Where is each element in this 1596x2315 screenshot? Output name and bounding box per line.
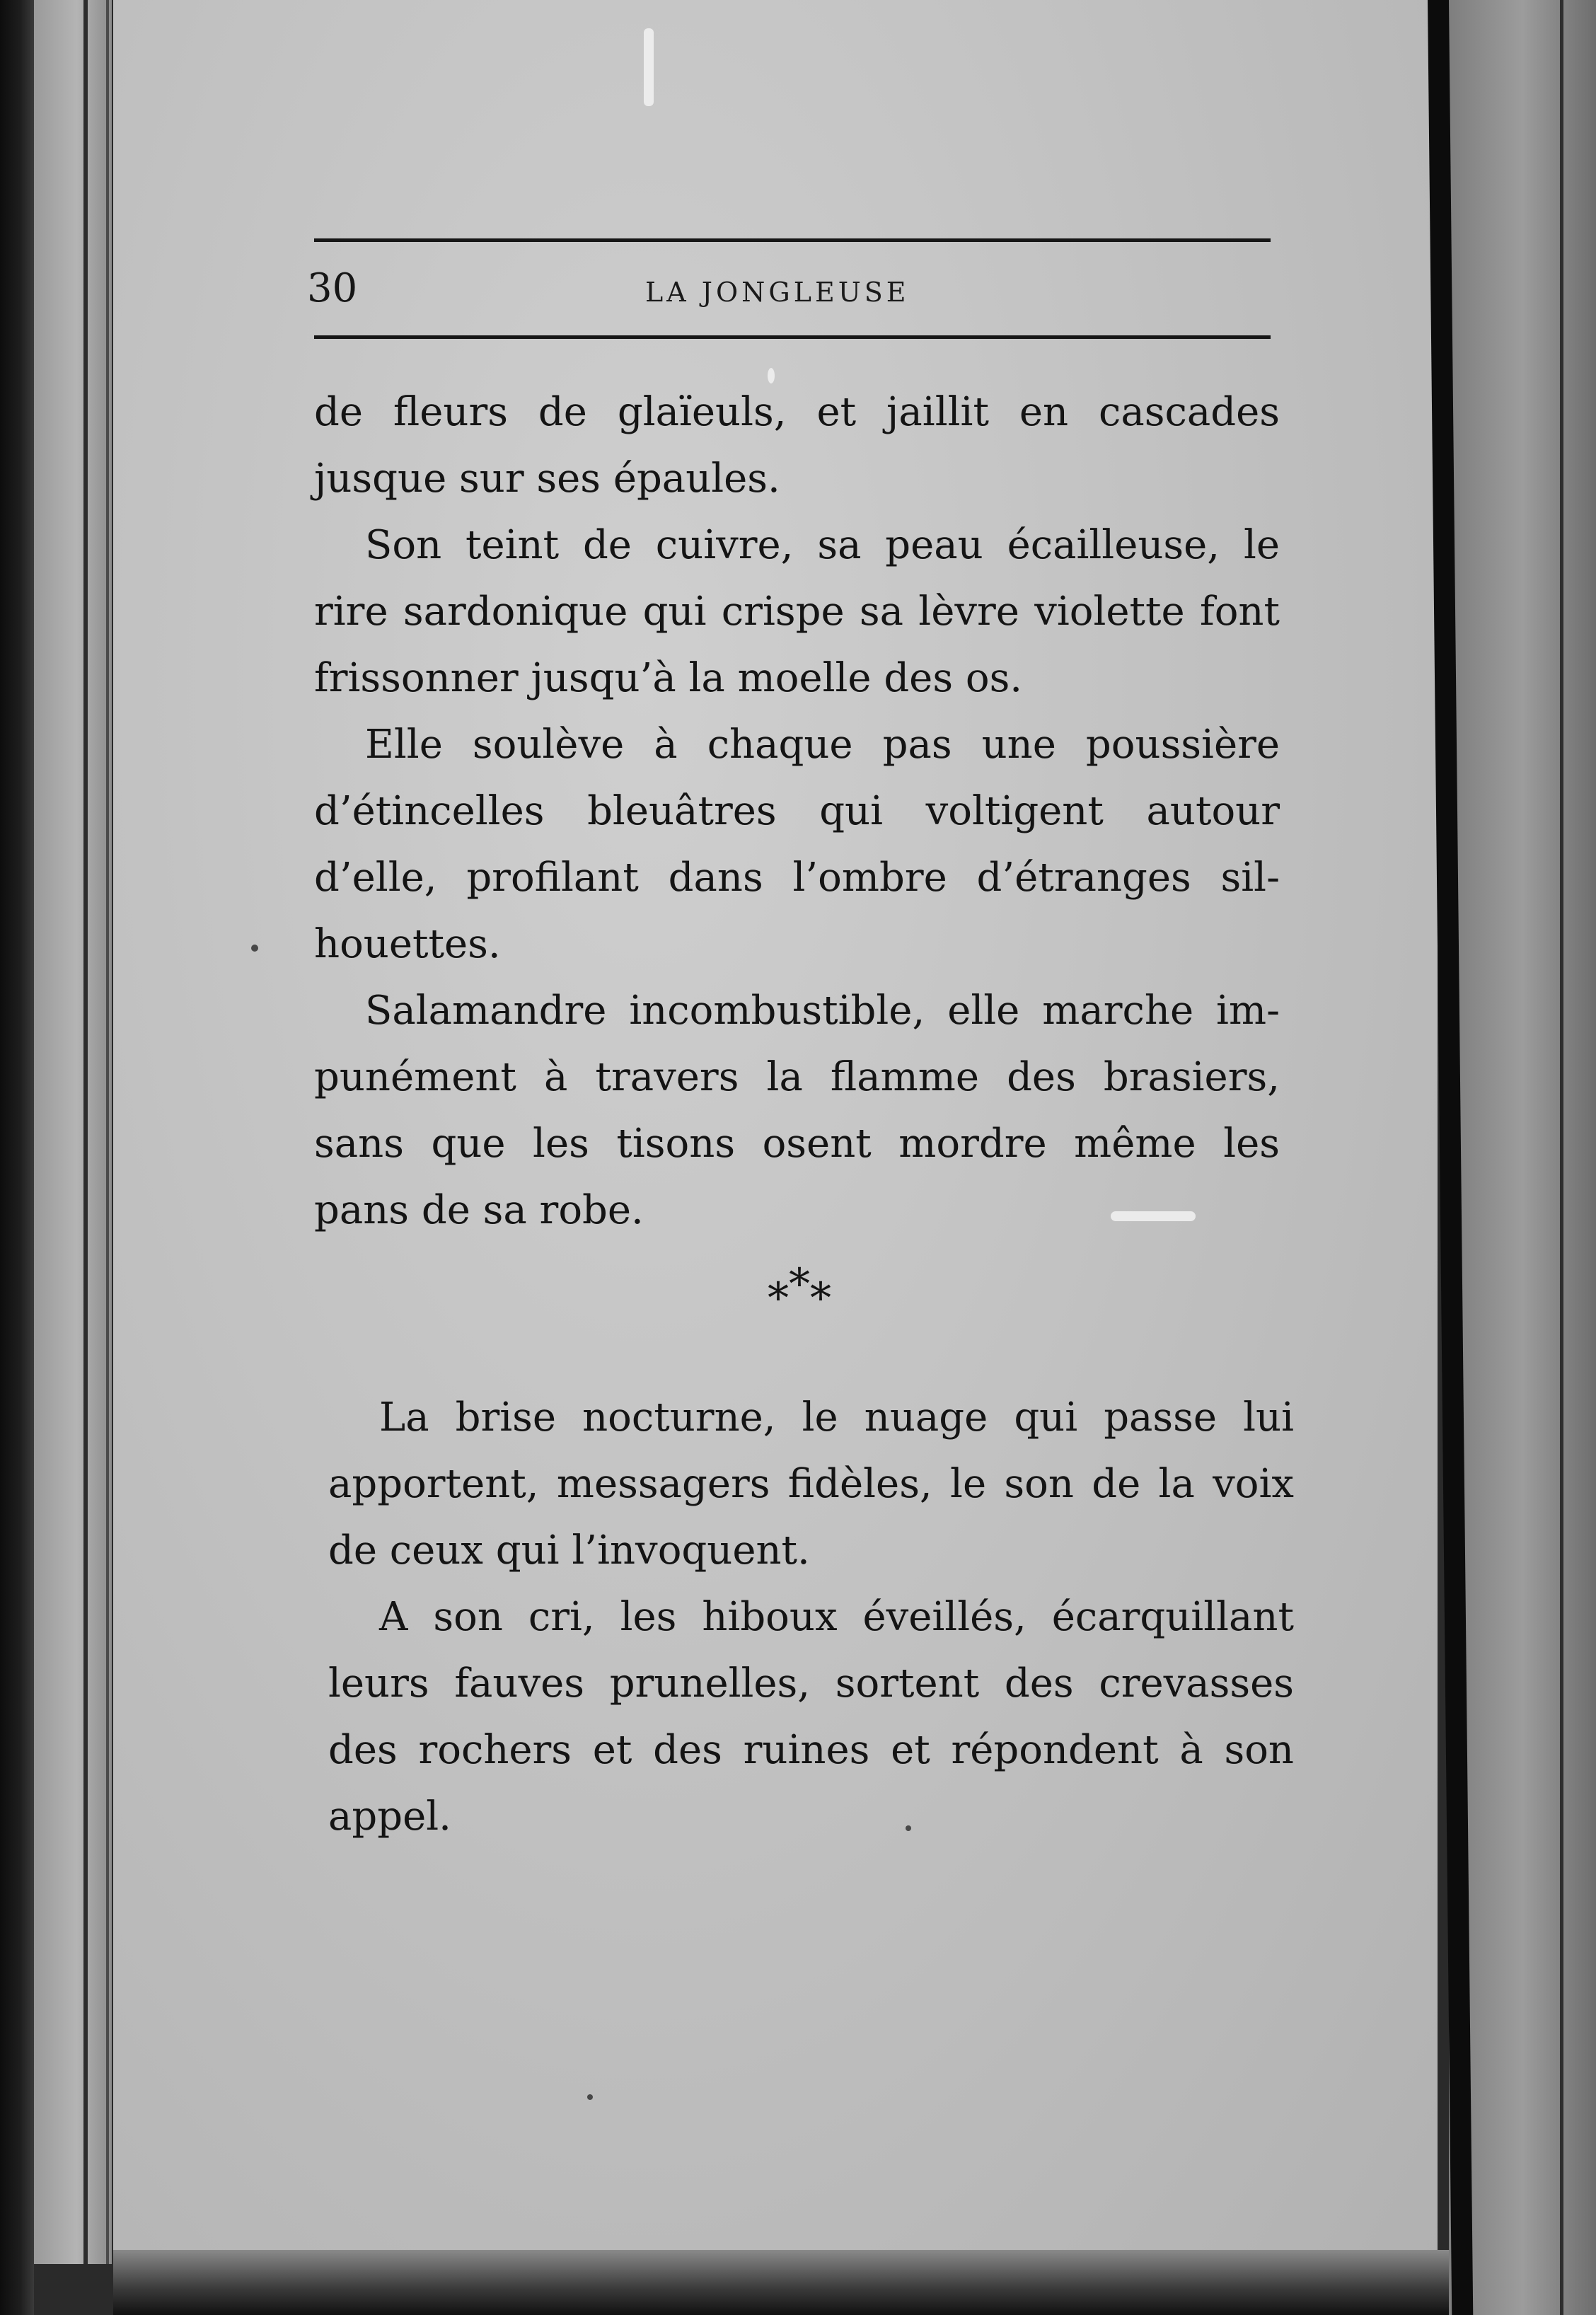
paragraph: La brise nocturne, le nuage qui passe lui apportent, messagers fidèles, le son de la voix de ceux qui l’invoquent. — [328, 1395, 1294, 1574]
adjacent-page-right — [1449, 0, 1596, 2315]
page-edge-line — [83, 0, 88, 2264]
running-title: LA JONGLEUSE — [645, 277, 910, 308]
paragraph: A son cri, les hiboux éveillés, écarquillant leurs fauves prunelles, sortent des crevasses des rochers et des ruines et répondent à son appel. — [328, 1594, 1294, 1840]
paragraph: de fleurs de glaïeuls, et jaillit en cascades jusque sur ses épaules. — [314, 389, 1280, 502]
header-rule-top — [314, 238, 1271, 242]
page-bottom-shadow — [113, 2250, 1457, 2315]
text-section-top — [314, 379, 1280, 1244]
text-section-bottom — [328, 1385, 1294, 1850]
paragraph: Elle soulève à chaque pas une poussière d’étincelles bleuâtres qui voltigent autour d’elle, profilant dans l’ombre d’étranges silhouettes. — [314, 722, 1280, 967]
paragraph: Salamandre incombustible, elle marche impunément à travers la flamme des brasiers, sans que les tisons osent mordre même les pans de sa robe. — [314, 988, 1280, 1233]
scan-artifact — [587, 2094, 593, 2100]
scan-artifact — [644, 28, 654, 106]
page-edge-line — [1560, 0, 1563, 2315]
asterisk: * — [768, 1274, 789, 1323]
scan-artifact — [251, 945, 258, 952]
page-number: 30 — [307, 265, 358, 311]
page-edge-line — [106, 0, 109, 2264]
header-rule-bottom — [314, 335, 1271, 339]
binding-edge — [0, 0, 34, 2315]
paragraph: Son teint de cuivre, sa peau écailleuse, le rire sardonique qui crispe sa lèvre violette font frissonner jusqu’à la moelle des os. — [314, 522, 1280, 701]
scan-artifact — [768, 368, 775, 383]
asterisk: * — [810, 1274, 831, 1323]
asterisk: * — [789, 1259, 810, 1309]
section-break-asterism — [768, 1259, 831, 1323]
scan-artifact — [906, 1825, 911, 1831]
adjacent-page-edge — [34, 0, 112, 2264]
scan-artifact — [1111, 1211, 1196, 1221]
